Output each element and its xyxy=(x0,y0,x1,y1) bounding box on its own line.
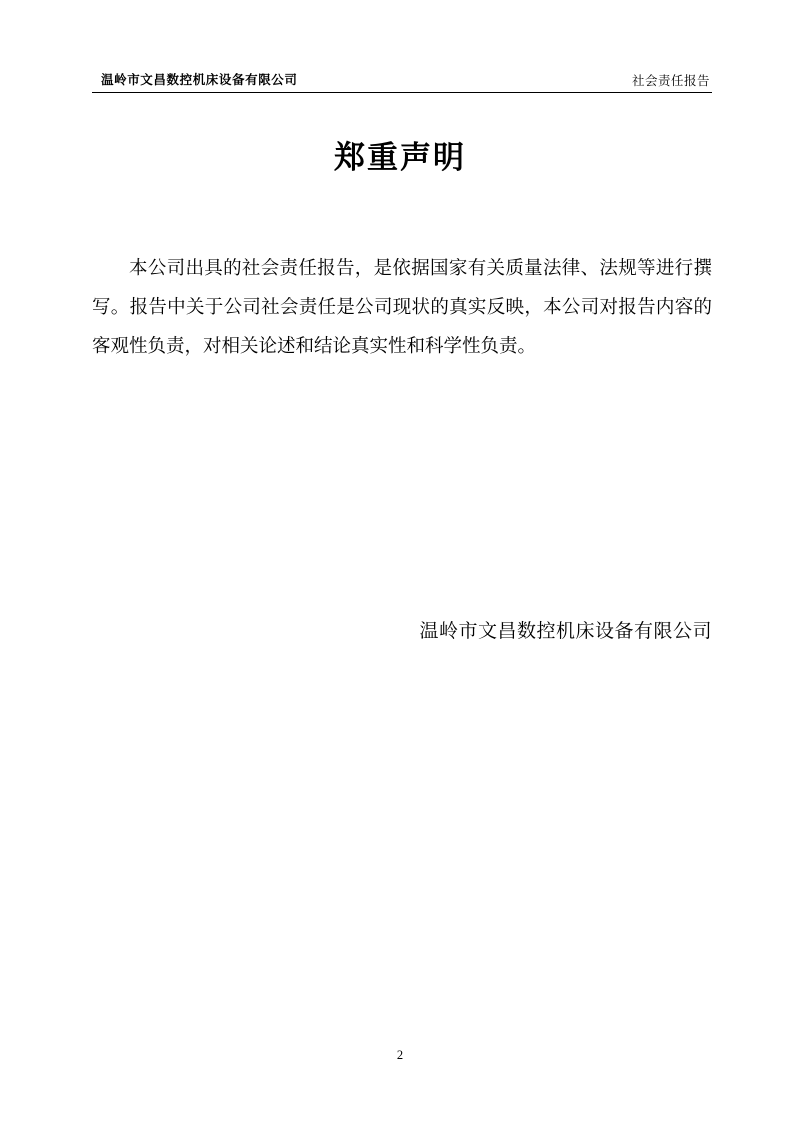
page-number: 2 xyxy=(396,1048,404,1062)
header-report-name: 社会责任报告 xyxy=(631,74,710,88)
body-content xyxy=(92,250,712,367)
page-header xyxy=(92,70,712,96)
statement-paragraph: 本公司出具的社会责任报告，是依据国家有关质量法律、法规等进行撰写。报告中关于公司社会责任是公司现状的真实反映，本公司对报告内容的客观性负责，对相关论述和结论真实性和科学性负责。 xyxy=(92,259,712,357)
header-company-name: 温岭市文昌数控机床设备有限公司 xyxy=(101,72,298,87)
header-divider xyxy=(92,92,712,93)
signature-company-name: 温岭市文昌数控机床设备有限公司 xyxy=(419,621,712,642)
page-title: 郑重声明 xyxy=(334,140,466,176)
